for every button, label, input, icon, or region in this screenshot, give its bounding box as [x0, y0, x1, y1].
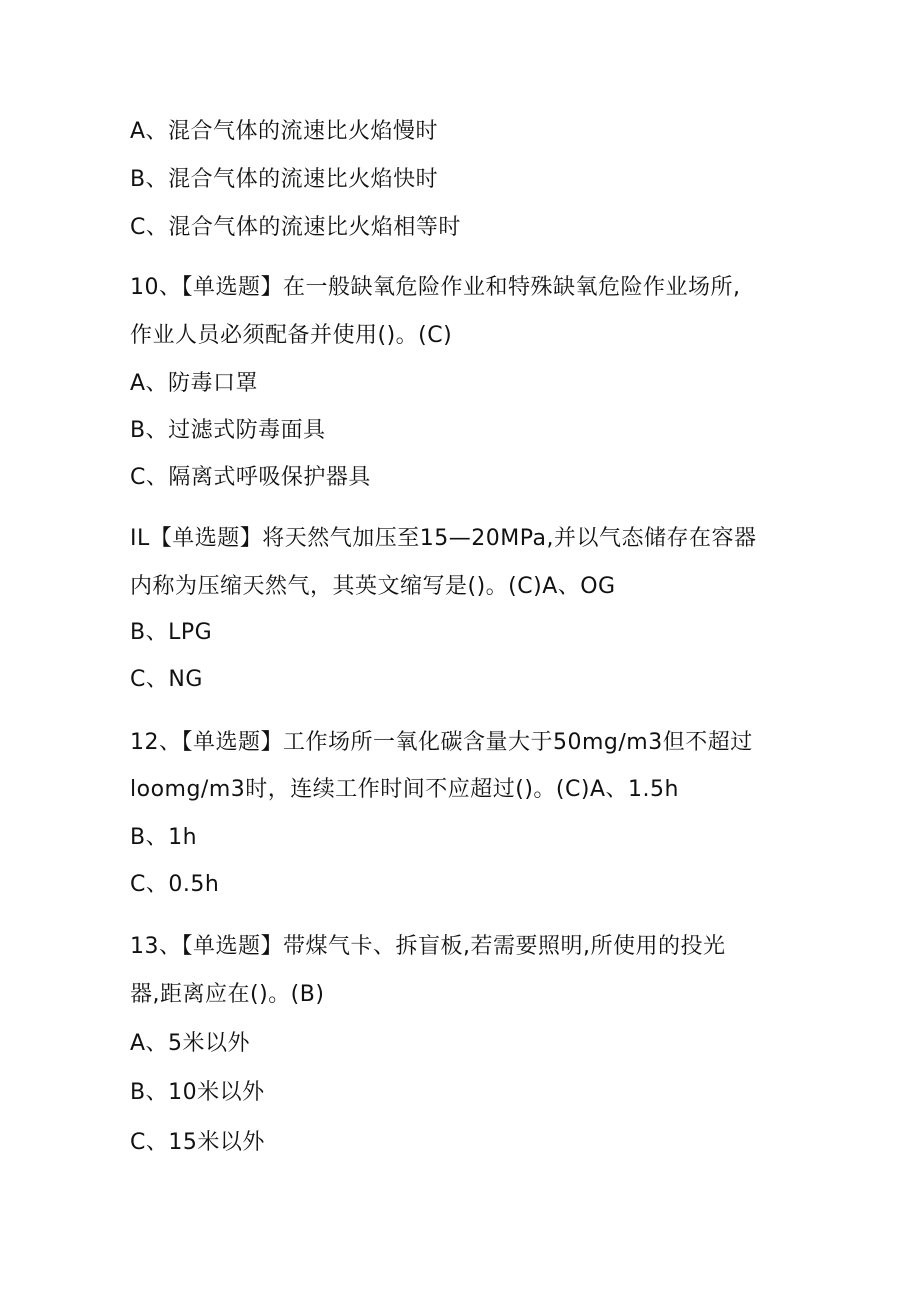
question-10-line-2: 作业人员必须配备并使用()。(C) [130, 323, 453, 348]
option-10a: A、防毒口罩 [130, 371, 259, 396]
question-13-line-1: 13、【单选题】带煤气卡、拆盲板,若需要照明,所使用的投光 [130, 934, 726, 959]
option-11b: B、LPG [130, 620, 213, 645]
option-12c: C、0.5h [130, 872, 220, 897]
question-10-line-1: 10、【单选题】在一般缺氧危险作业和特殊缺氧危险作业场所, [130, 275, 741, 300]
option-9b: B、混合气体的流速比火焰快时 [130, 167, 439, 192]
option-9c: C、混合气体的流速比火焰相等时 [130, 215, 461, 240]
question-11-line-2: 内称为压缩天然气，其英文缩写是()。(C)A、OG [130, 574, 616, 599]
question-13-line-2: 器,距离应在()。(B) [130, 982, 325, 1007]
option-13a: A、5米以外 [130, 1031, 251, 1056]
question-11-line-1: IL【单选题】将天然气加压至15—20MPa,并以气态储存在容器 [130, 526, 757, 551]
question-12-line-1: 12、【单选题】工作场所一氧化碳含量大于50mg∕m3但不超过 [130, 730, 753, 755]
option-10b: B、过滤式防毒面具 [130, 418, 326, 443]
option-12b: B、1h [130, 825, 198, 850]
option-13b: B、10米以外 [130, 1080, 265, 1105]
option-11c: C、NG [130, 667, 203, 692]
option-10c: C、隔离式呼吸保护器具 [130, 465, 371, 490]
question-12-line-2: loomg/m3时，连续工作时间不应超过()。(C)A、1.5h [130, 777, 679, 802]
option-9a: A、混合气体的流速比火焰慢时 [130, 119, 439, 144]
option-13c: C、15米以外 [130, 1130, 265, 1155]
